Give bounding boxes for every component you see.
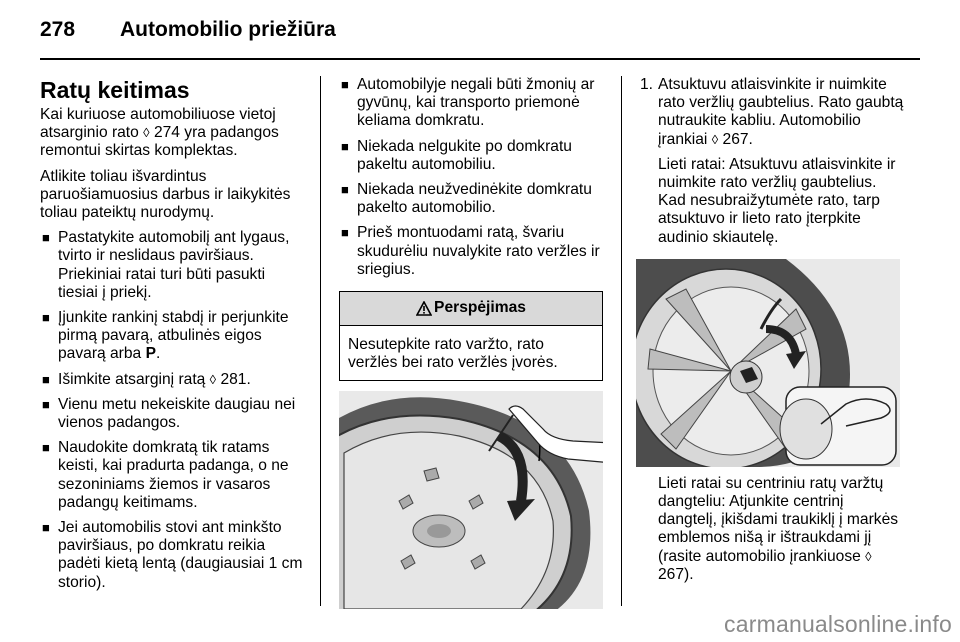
step-paragraph: Lieti ratai su centriniu ratų varžtų dangteliu: Atjunkite centrinį dangtelį, įkišdami traukiklį į markės emblemos nišą ir ištraukdami jį (rasite automobilio įrankiuose ◊ 267). — [658, 474, 899, 583]
bullet-icon: ■ — [341, 182, 349, 198]
page-header — [40, 18, 920, 48]
chapter-title: Automobilio priežiūra — [120, 18, 336, 41]
header-rule — [40, 58, 920, 60]
page-reference[interactable]: 267 — [722, 130, 749, 148]
watermark: carmanualsonline.info — [724, 611, 952, 637]
numbered-step: 1. Atsuktuvu atlaisvinkite ir nuimkite rato veržlių gaubtelius. Rato gaubtą nutraukite kabliu. Automobilio įrankiai ◊ 267. — [640, 76, 904, 148]
list-item: ■ Naudokite domkratą tik ratams keisti, kai pradurta padanga, o ne sezoniniams žiemos ir vasaros padangų keitimams. — [42, 439, 289, 511]
reference-arrow-icon: ◊ — [143, 125, 150, 141]
list-item: ■ Vienu metu nekeiskite daugiau nei vienos padangos. — [42, 395, 296, 432]
bullet-icon: ■ — [42, 310, 50, 326]
list-item: ■ Automobilyje negali būti žmonių ar gyvūnų, kai transporto priemonė keliama domkratu. — [341, 76, 595, 130]
warning-text: Nesutepkite rato varžto, rato veržlės bei rato veržlės įvorės. — [348, 336, 558, 372]
reference-arrow-icon: ◊ — [865, 548, 872, 564]
warning-header — [340, 292, 602, 326]
list-item: ■ Niekada neužvedinėkite domkratu pakelto automobilio. — [341, 181, 592, 217]
page-reference[interactable]: 267 — [658, 565, 685, 583]
intro-paragraph-1: Kai kuriuose automobiliuose vietoj atsarginio rato ◊ 274 yra padangos remontui skirtas komplektas. — [40, 106, 279, 160]
alloy-wheel-illustration — [636, 259, 900, 467]
warning-box — [339, 291, 603, 381]
bullet-icon: ■ — [42, 440, 50, 456]
bullet-icon: ■ — [341, 77, 349, 92]
column-divider — [621, 76, 622, 606]
column-divider — [320, 76, 321, 606]
column-1 — [40, 76, 304, 599]
list-item: ■ Įjunkite rankinį stabdį ir perjunkite pirmą pavarą, atbulinės eigos pavarą arba P. — [42, 309, 289, 363]
list-item: ■ Niekada nelgukite po domkratu pakeltu automobiliu. — [341, 137, 572, 173]
bullet-icon: ■ — [42, 371, 50, 387]
list-item: ■ Jei automobilis stovi ant minkšto paviršiaus, po domkratu reikia padėti kietą lentą (daugiausiai 1 cm storio). — [42, 519, 303, 591]
column-3 — [640, 76, 904, 591]
column-2 — [339, 76, 603, 609]
step-number: 1. — [640, 76, 654, 93]
bullet-icon: ■ — [341, 138, 349, 154]
step-paragraph: Lieti ratai: Atsuktuvu atlaisvinkite ir nuimkite rato veržlių gaubtelius. Kad nesubraižytumėte rato, tarp atsuktuvo ir lieto rato įterpkite audinio skiautelę. — [658, 155, 896, 246]
wheel-cover-removal-illustration — [339, 391, 603, 609]
list-item: ■ Pastatykite automobilį ant lygaus, tvirto ir neslidaus paviršiaus. Priekiniai ratai turi būti pasukti tiesiai į priekį. — [42, 229, 290, 301]
warning-triangle-icon — [416, 301, 432, 316]
bullet-icon: ■ — [341, 225, 349, 241]
page-number: 278 — [40, 18, 76, 41]
reference-arrow-icon: ◊ — [711, 131, 719, 147]
list-item: ■ Prieš montuodami ratą, švariu skudurėliu nuvalykite rato veržles ir sriegius. — [341, 224, 600, 278]
gear-letter: P — [145, 345, 156, 363]
bullet-icon: ■ — [42, 230, 50, 246]
list-item: ■ Išimkite atsarginį ratą ◊ 281. — [42, 370, 251, 388]
bullet-icon: ■ — [42, 396, 50, 412]
alloy-wheel-cap-illustration — [636, 259, 900, 467]
hubcap-illustration — [339, 391, 603, 609]
page-reference[interactable]: 281 — [220, 370, 247, 388]
bullet-icon: ■ — [42, 520, 50, 536]
reference-arrow-icon: ◊ — [209, 371, 217, 387]
page-reference[interactable]: 274 — [153, 124, 180, 142]
section-title: Ratų keitimas — [40, 77, 190, 103]
intro-paragraph-2: Atlikite toliau išvardintus paruošiamuosius darbus ir laikykitės toliau pateiktų nurodymų. — [40, 167, 291, 222]
warning-title: Perspėjimas — [434, 299, 526, 317]
